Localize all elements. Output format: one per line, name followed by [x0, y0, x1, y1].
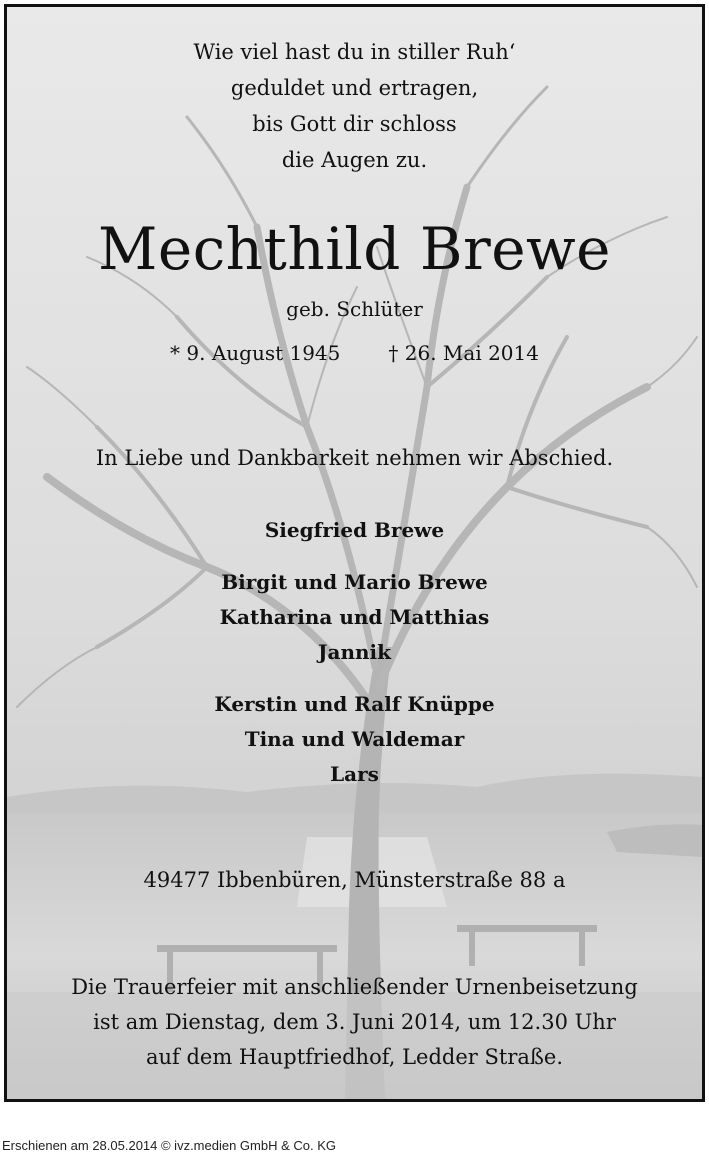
notice-text	[7, 7, 702, 1099]
mourner-name: Kerstin und Ralf Knüppe	[214, 692, 495, 716]
death-date: † 26. Mai 2014	[388, 341, 539, 365]
mourner-name: Tina und Waldemar	[244, 727, 465, 751]
poem-line: bis Gott dir schloss	[252, 112, 457, 136]
address-line: 49477 Ibbenbüren, Münsterstraße 88 a	[143, 868, 566, 892]
obituary-notice	[4, 4, 705, 1102]
life-dates	[7, 341, 702, 365]
mourner-name: Jannik	[318, 640, 391, 664]
mourner-name: Birgit und Mario Brewe	[221, 570, 488, 594]
deceased-name: Mechthild Brewe	[97, 215, 612, 283]
poem-line: Wie viel hast du in stiller Ruh‘	[193, 40, 516, 64]
mourner-name: Siegfried Brewe	[264, 518, 445, 542]
poem-line: geduldet und ertragen,	[230, 76, 479, 100]
farewell-line: In Liebe und Dankbarkeit nehmen wir Abschied.	[95, 446, 614, 470]
service-line: ist am Dienstag, dem 3. Juni 2014, um 12.30 Uhr	[93, 1010, 616, 1034]
service-line: auf dem Hauptfriedhof, Ledder Straße.	[145, 1045, 564, 1069]
mourner-name: Lars	[330, 762, 379, 786]
birth-name: geb. Schlüter	[286, 297, 423, 321]
mourner-name: Katharina und Matthias	[219, 605, 490, 629]
service-line: Die Trauerfeier mit anschließender Urnenbeisetzung	[71, 975, 638, 999]
birth-date: * 9. August 1945	[170, 341, 341, 365]
publication-footer: Erschienen am 28.05.2014 © ivz.medien GmbH & Co. KG	[2, 1138, 337, 1153]
poem-line: die Augen zu.	[281, 148, 428, 172]
